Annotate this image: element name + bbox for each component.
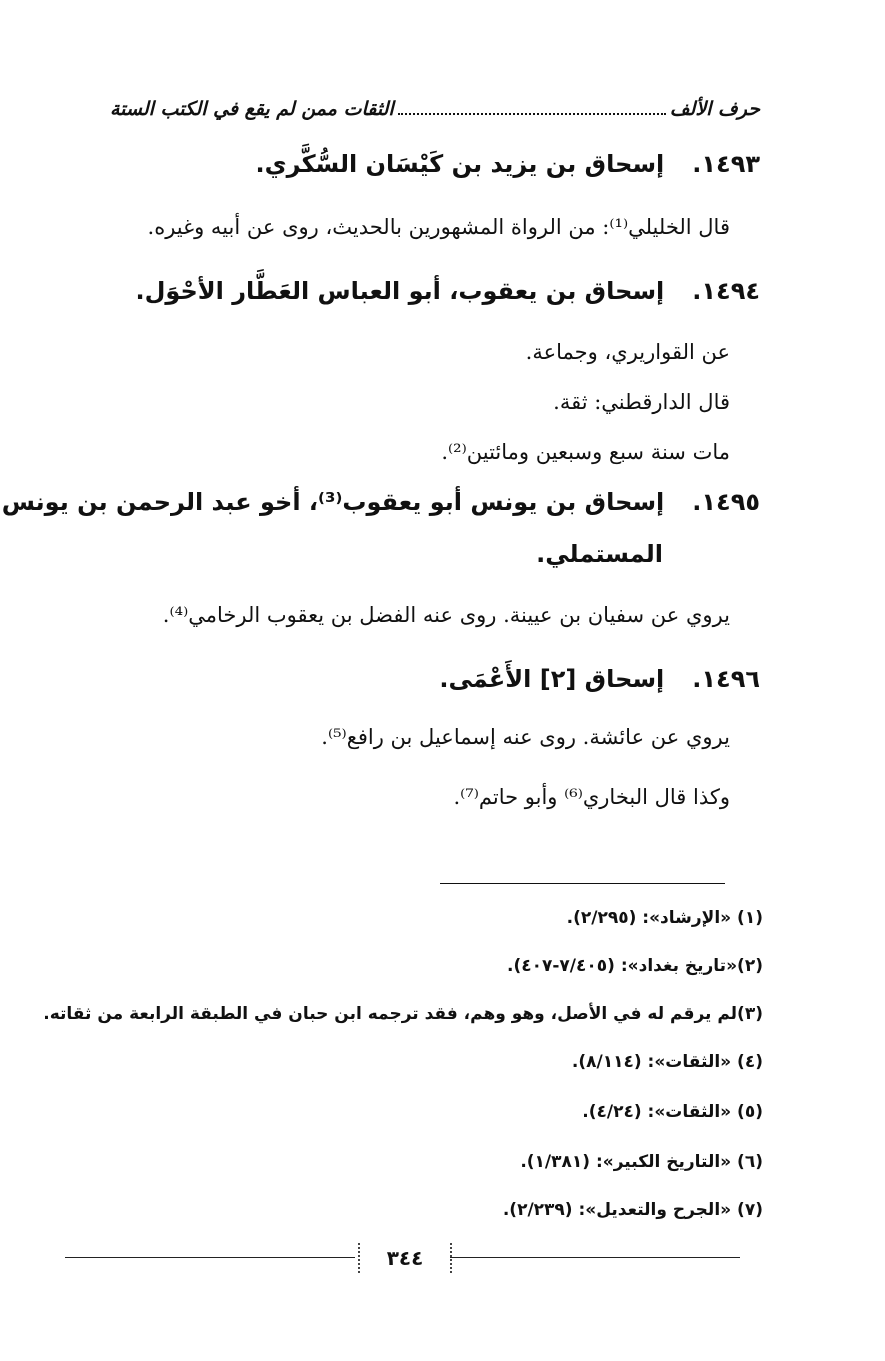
entry-text: يروي عن سفيان بن عيينة. روى عنه الفضل بن يعقوب الرخامي⁽⁴⁾. (162, 603, 730, 627)
footer-rule (65, 1257, 355, 1258)
header-chapter: حرف الألف (669, 98, 760, 120)
entry-title-continuation: المستملي. (536, 540, 663, 568)
footnote-separator (440, 883, 725, 884)
entry-text: يروي عن عائشة. روى عنه إسماعيل بن رافع⁽⁵⁾. (321, 725, 730, 749)
footnote: (٦) «التاريخ الكبير»: (١/٣٨١). (520, 1152, 763, 1172)
header-dots (398, 103, 666, 115)
entry-title: ١٤٩٤.إسحاق بن يعقوب، أبو العباس العَطَّار الأحْوَل. (135, 277, 760, 305)
entry-text: قال الدارقطني: ثقة. (553, 390, 730, 414)
running-header (110, 92, 760, 126)
entry-title: ١٤٩٥.إسحاق بن يونس أبو يعقوب⁽³⁾، أخو عبد الرحمن بن يونس (1, 488, 760, 516)
footnote: (٤) «الثقات»: (٨/١١٤). (571, 1052, 763, 1072)
entry-text: قال الخليلي⁽¹⁾: من الرواة المشهورين بالحديث، روى عن أبيه وغيره. (147, 215, 730, 239)
entry-text: عن القواريري، وجماعة. (525, 340, 730, 364)
entry-title: ١٤٩٣.إسحاق بن يزيد بن كَيْسَان السُّكَّري. (255, 150, 760, 178)
footer-rule (450, 1257, 740, 1258)
entry-text: وكذا قال البخاري⁽⁶⁾ وأبو حاتم⁽⁷⁾. (453, 785, 730, 809)
page-number: ٣٤٤ (358, 1243, 452, 1273)
footnote: (٥) «الثقات»: (٤/٢٤). (582, 1102, 763, 1122)
entry-title: ١٤٩٦.إسحاق [٢] الأَعْمَى. (439, 665, 760, 693)
footnote: (١) «الإرشاد»: (٢/٢٩٥). (566, 908, 763, 928)
entry-text: مات سنة سبع وسبعين ومائتين⁽²⁾. (441, 440, 730, 464)
footnote: (٢)«تاريخ بغداد»: (٧/٤٠٥-٤٠٧). (506, 956, 763, 976)
header-book-title: الثقات ممن لم يقع في الكتب الستة (110, 98, 394, 120)
footnote: (٧) «الجرح والتعديل»: (٢/٢٣٩). (502, 1200, 763, 1220)
footnote: (٣)لم يرقم له في الأصل، وهو وهم، فقد ترجمه ابن حبان في الطبقة الرابعة من ثقاته. (43, 1004, 763, 1024)
